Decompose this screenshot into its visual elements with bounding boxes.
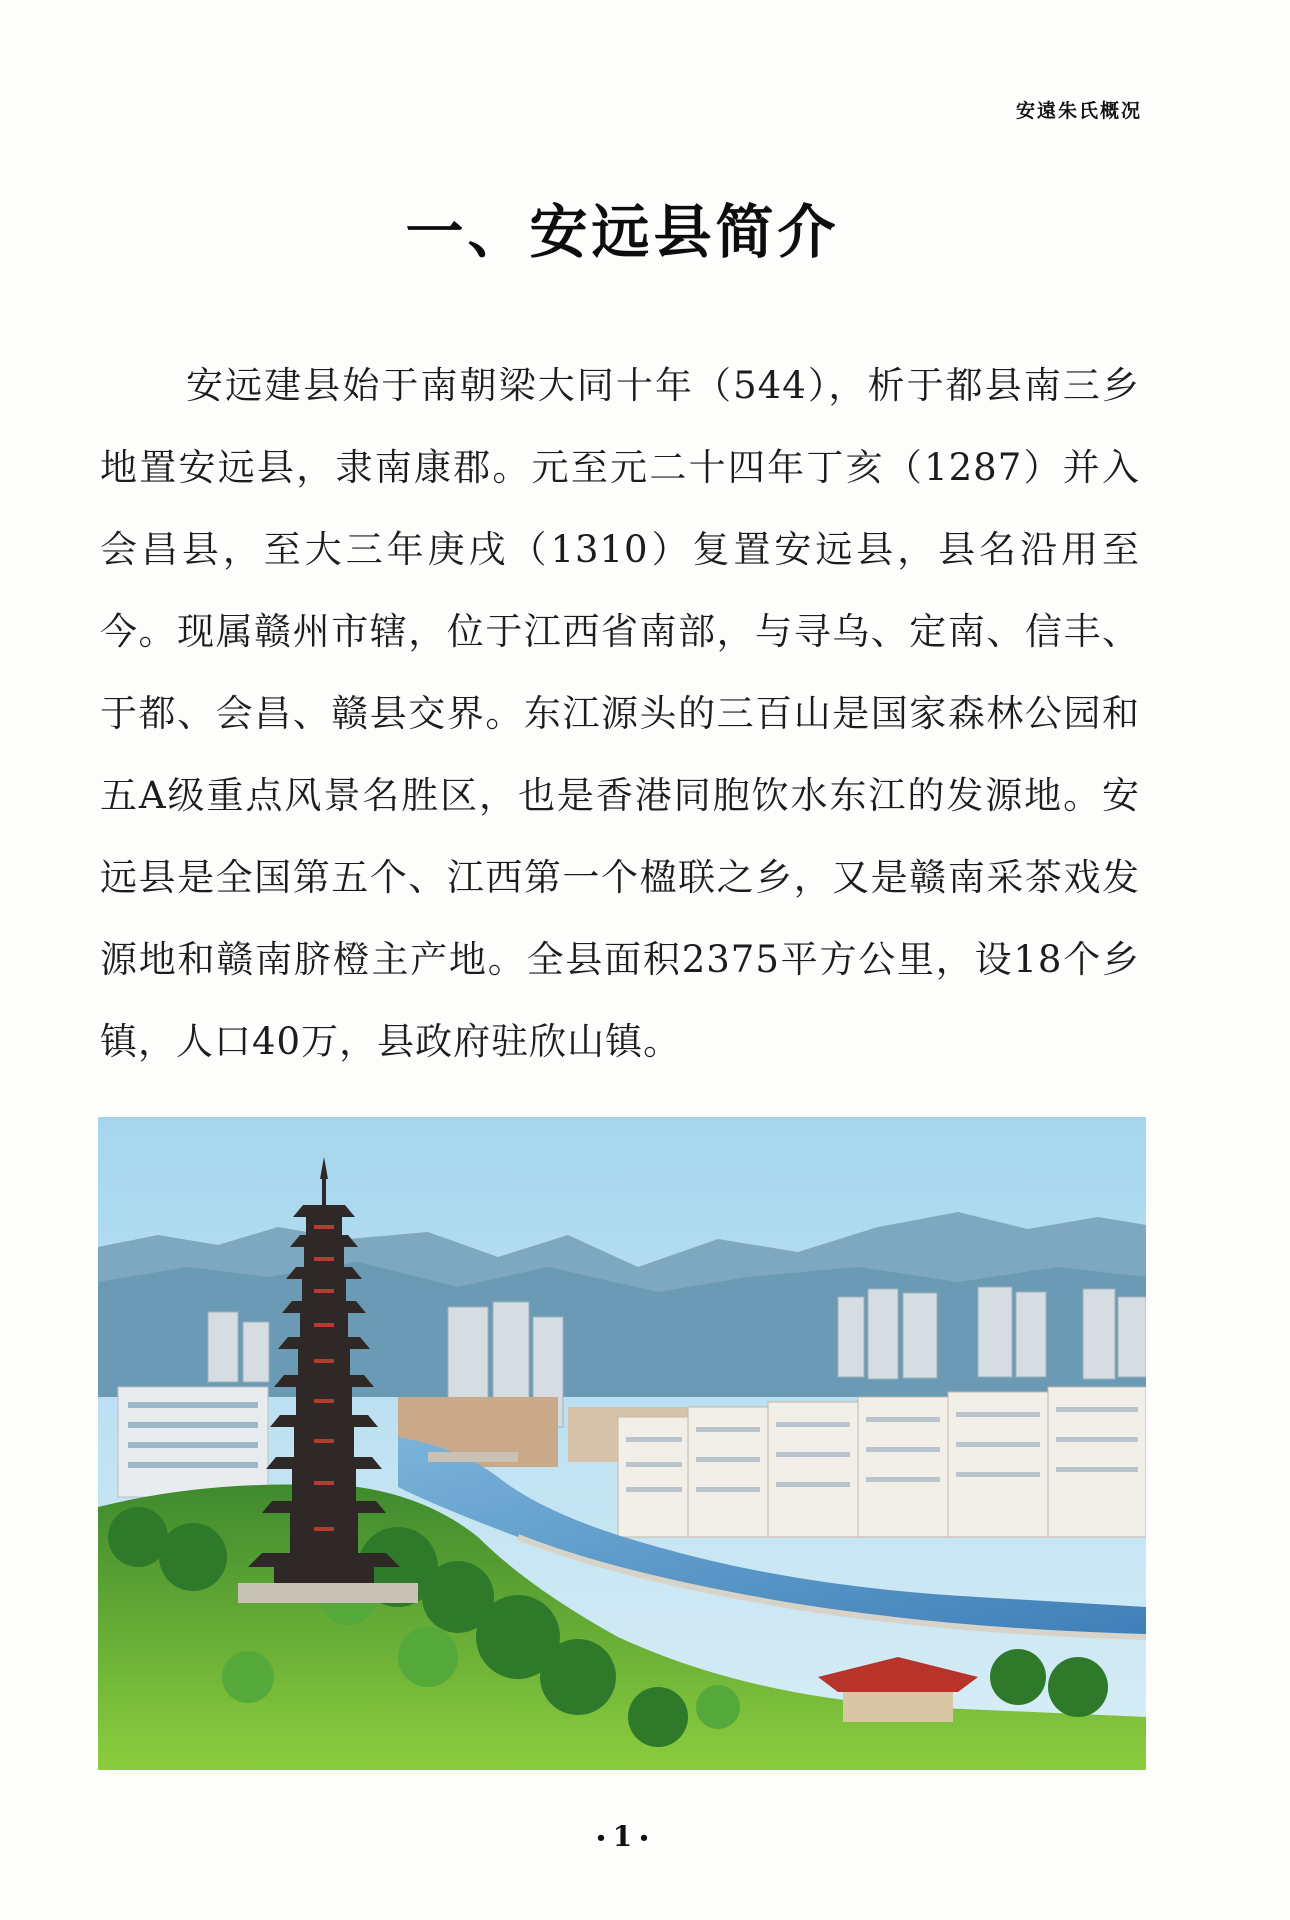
folio-dot-right: •	[638, 1828, 650, 1849]
county-town-photo	[98, 1117, 1146, 1770]
page-number	[0, 1820, 1245, 1853]
body-paragraph: 安远建县始于南朝梁大同十年（544），析于都县南三乡地置安远县，隶南康郡。元至元二十四年丁亥（1287）并入会昌县，至大三年庚戌（1310）复置安远县，县名沿用至今。现属赣州市辖，位于江西省南部，与寻乌、定南、信丰、于都、会昌、赣县交界。东江源头的三百山是国家森林公园和五A级重点风景名胜区，也是香港同胞饮水东江的发源地。安远县是全国第五个、江西第一个楹联之乡，又是赣南采茶戏发源地和赣南脐橙主产地。全县面积2375平方公里，设18个乡镇，人口40万，县政府驻欣山镇。	[100, 364, 1140, 1063]
running-head: 安遠朱氏概况	[1015, 100, 1142, 122]
page-number-value: 1	[612, 1820, 633, 1853]
folio-dot-left: •	[595, 1828, 607, 1849]
chapter-title: 一、安远县简介	[405, 198, 840, 266]
